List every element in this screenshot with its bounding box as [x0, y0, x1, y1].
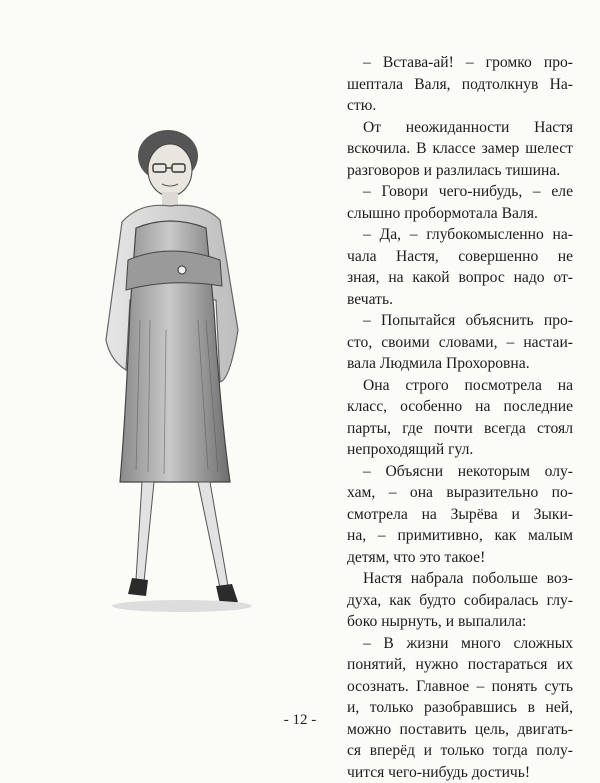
text-line: парты, где почти всегда стоял — [347, 418, 573, 440]
text-line: класс, особенно на последние — [347, 396, 573, 418]
text-line: – Говори чего-нибудь, – еле — [347, 181, 573, 203]
text-line: вечать. — [347, 289, 573, 311]
text-line: шептала Валя, подтолкнув На- — [347, 74, 573, 96]
text-line: От неожиданности Настя — [347, 117, 573, 139]
text-line: осознать. Главное – понять суть — [347, 676, 573, 698]
text-line: зная, на какой вопрос надо от- — [347, 267, 573, 289]
text-line: Настя набрала побольше воз- — [347, 568, 573, 590]
text-line: вскочила. В классе замер шелест — [347, 138, 573, 160]
text-line: чится чего-нибудь достичь! — [347, 762, 573, 783]
text-line: чала Настя, совершенно не — [347, 246, 573, 268]
page-number: - 12 - — [0, 712, 600, 729]
text-line: – В жизни много сложных — [347, 633, 573, 655]
left-shoe — [128, 578, 148, 596]
text-line: стю. — [347, 95, 573, 117]
teacher-illustration — [70, 110, 280, 630]
text-line: духа, как будто собиралась глу- — [347, 590, 573, 612]
text-line: и, только разобравшись в ней, — [347, 697, 573, 719]
text-line: – Попытайся объяснить про- — [347, 310, 573, 332]
text-line: Она строго посмотрела на — [347, 375, 573, 397]
text-line: ся вперёд и только тогда полу- — [347, 740, 573, 762]
left-leg — [136, 482, 154, 582]
text-line: вала Людмила Прохоровна. — [347, 353, 573, 375]
text-line: понятий, нужно постараться их — [347, 654, 573, 676]
text-line: слышно пробормотала Валя. — [347, 203, 573, 225]
text-line: детям, что это такое! — [347, 547, 573, 569]
text-line: непроходящий гул. — [347, 439, 573, 461]
text-line: сто, своими словами, – настаи- — [347, 332, 573, 354]
text-line: смотрела на Зырёва и Зыки- — [347, 504, 573, 526]
text-line: можно поставить цель, двигать- — [347, 719, 573, 741]
story-text — [347, 52, 573, 783]
text-line: – Да, – глубокомысленно на- — [347, 224, 573, 246]
text-line: разговоров и разлилась тишина. — [347, 160, 573, 182]
text-line: на, – примитивно, как малым — [347, 525, 573, 547]
text-line: боко нырнуть, и выпалила: — [347, 611, 573, 633]
right-leg — [198, 482, 228, 588]
text-line: – Объясни некоторым олу- — [347, 461, 573, 483]
text-line: хам, – она выразительно по- — [347, 482, 573, 504]
text-line: – Встава-ай! – громко про- — [347, 52, 573, 74]
